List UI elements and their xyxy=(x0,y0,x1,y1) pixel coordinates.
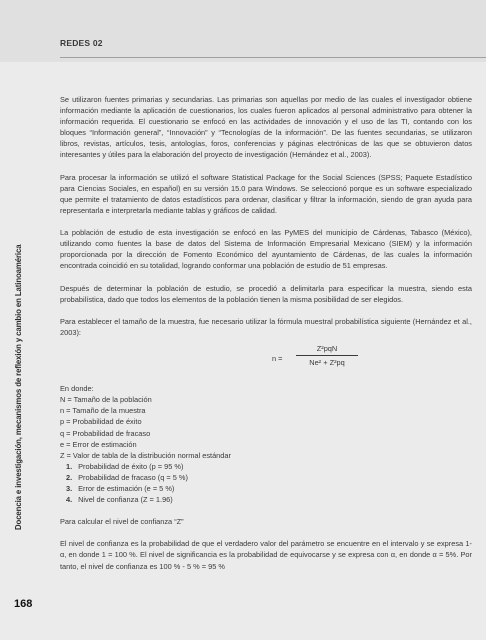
header-divider xyxy=(60,57,486,58)
header-band xyxy=(0,0,486,62)
list-item xyxy=(60,483,472,494)
formula-numerator: Z²pqN xyxy=(316,344,338,354)
definition-line: q = Probabilidad de fracaso xyxy=(60,428,151,438)
list-text: Error de estimación (e = 5 %) xyxy=(78,484,175,493)
parameter-list xyxy=(60,461,472,505)
definition-line: N = Tamaño de la población xyxy=(60,395,152,405)
paragraph: Para procesar la información se utilizó el software Statistical Package for the Social Sciences (SPSS; Paquete Estadístico para Ciencias Sociales, en español) en su versión 15.0 para Windows. Se seleccionó porque es un software especializado que permite el tratamiento de datos estadísticos para ordenar, clasificar y filtrar la información, siendo de gran ayuda para representarla e interpretarla mediante tablas y gráficos de calidad. xyxy=(60,172,472,215)
formula-denominator: Ne² + Z²pq xyxy=(309,358,345,368)
list-number: 2. xyxy=(66,472,73,482)
list-item xyxy=(60,472,472,483)
definition-line: e = Error de estimación xyxy=(60,439,137,449)
definition-line: Z = Valor de tabla de la distribución normal estándar xyxy=(60,450,231,460)
list-text: Probabilidad de fracaso (q = 5 %) xyxy=(78,472,188,482)
definition-line: p = Probabilidad de éxito xyxy=(60,417,142,427)
list-text: Nivel de confianza (Z = 1.96) xyxy=(78,495,173,505)
list-number: 3. xyxy=(66,484,73,493)
paragraph: La población de estudio de esta investigación se enfocó en las PyMES del municipio de Cárdenas, Tabasco (México), utilizando como fuentes la base de datos del Sistema de Información Empresarial Mexicano (SIEM) y la información proporcionada por la dirección de Fomento Económico del ayuntamiento de Cárdenas, de las cuales la información encontrada coincidió en su totalidad, logrando conformar una población de estudio de 51 empresas. xyxy=(60,228,472,271)
body-text xyxy=(60,94,472,583)
paragraph: Se utilizaron fuentes primarias y secundarias. Las primarias son aquellas por medio de las cuales el investigador obtiene información mediante la aplicación de cuestionarios, los cuales fueron aplicados al personal administrativo para obtener la información requerida. El cuestionario se enfocó en las actividades de innovación y el uso de las TI, contando con los bloques “Información general”, “Innovación” y “Tecnologías de la información”. De las fuentes secundarias, se utilizaron libros, revistas, artículos, tesis, antologías, foros, conferencias y páginas electrónicas de las que se obtuvieron datos interesantes y útiles para la elaboración del proyecto de investigación (Hernández et al., 2003). xyxy=(60,95,472,160)
list-item xyxy=(60,461,472,472)
definition-line: n = Tamaño de la muestra xyxy=(60,406,146,416)
side-running-title: Docencia e investigación, mecanismos de reflexión y cambio en Latinoamérica xyxy=(14,244,23,530)
definitions-heading: En donde: xyxy=(60,384,94,394)
list-number: 4. xyxy=(66,495,73,505)
list-item xyxy=(60,494,472,505)
list-text: Probabilidad de éxito (p = 95 %) xyxy=(78,461,184,471)
formula-lhs: n = xyxy=(272,354,283,364)
paragraph: Para establecer el tamaño de la muestra, fue necesario utilizar la fórmula muestral probabilística siguiente (Hernández et al., 2003): xyxy=(60,316,472,337)
formula-fraction xyxy=(296,343,358,368)
formula-definitions xyxy=(60,383,472,505)
sample-size-formula xyxy=(60,343,472,375)
page-number: 168 xyxy=(14,598,33,610)
paragraph: Después de determinar la población de estudio, se procedió a delimitarla para especificar la muestra, siendo esta probabilística, dado que todos los elementos de la población tienen la misma posibilidad de ser elegidos. xyxy=(60,283,472,304)
paragraph: El nivel de confianza es la probabilidad de que el verdadero valor del parámetro se encuentre en el intervalo y se expresa 1-α, en donde 1 = 100 %. El nivel de significancia es la probabilidad de equivocarse y se expresa con α, en donde α = 5%. Por tanto, el nivel de confianza es 100 % - 5 % = 95 % xyxy=(60,539,472,571)
list-number: 1. xyxy=(66,461,73,471)
paragraph: Para calcular el nivel de confianza “Z” xyxy=(60,517,184,527)
running-header: REDES 02 xyxy=(60,38,103,48)
